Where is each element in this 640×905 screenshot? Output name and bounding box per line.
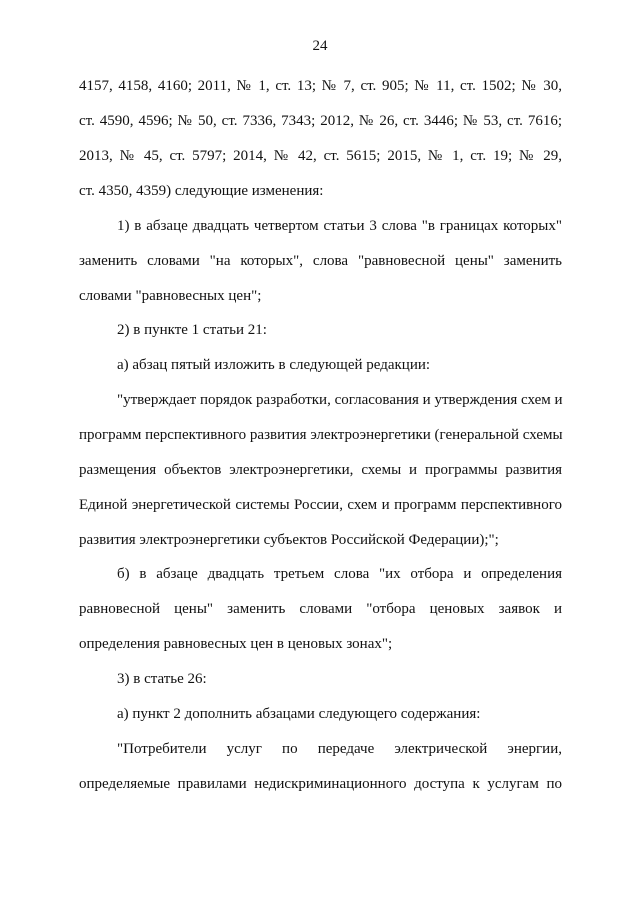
text-line: 2) в пункте 1 статьи 21: <box>117 322 267 338</box>
page-number: 24 <box>312 38 328 54</box>
text-line: словами "равновесных цен"; <box>79 288 262 304</box>
text-line: Единой энергетической системы России, схем и программ перспективного <box>79 497 562 513</box>
text-line: 1) в абзаце двадцать четвертом статьи 3 слова "в границах которых" <box>117 218 562 234</box>
text-line: "утверждает порядок разработки, согласования и утверждения схем и <box>117 392 563 408</box>
text-line: определяемые правилами недискриминационного доступа к услугам по <box>79 776 562 792</box>
text-line: развития электроэнергетики субъектов Российской Федерации);"; <box>79 532 499 548</box>
text-line: б) в абзаце двадцать третьем слова "их отбора и определения <box>117 566 562 582</box>
text-line: 3) в статье 26: <box>117 671 207 687</box>
text-line: а) пункт 2 дополнить абзацами следующего содержания: <box>117 706 481 722</box>
text-line: "Потребители услуг по передаче электрической энергии, <box>117 741 562 757</box>
text-line: ст. 4350, 4359) следующие изменения: <box>79 183 324 199</box>
text-line: а) абзац пятый изложить в следующей редакции: <box>117 357 431 373</box>
text-line: ст. 4590, 4596; № 50, ст. 7336, 7343; 2012, № 26, ст. 3446; № 53, ст. 7616; <box>79 113 562 129</box>
text-line: равновесной цены" заменить словами "отбора ценовых заявок и <box>79 601 562 617</box>
text-line: размещения объектов электроэнергетики, схемы и программы развития <box>79 462 562 478</box>
text-line: 4157, 4158, 4160; 2011, № 1, ст. 13; № 7, ст. 905; № 11, ст. 1502; № 30, <box>79 78 562 94</box>
text-line: 2013, № 45, ст. 5797; 2014, № 42, ст. 5615; 2015, № 1, ст. 19; № 29, <box>79 148 562 164</box>
text-line: заменить словами "на которых", слова "равновесной цены" заменить <box>79 253 562 269</box>
text-line: определения равновесных цен в ценовых зонах"; <box>79 636 393 652</box>
text-line: программ перспективного развития электроэнергетики (генеральной схемы <box>79 427 563 443</box>
